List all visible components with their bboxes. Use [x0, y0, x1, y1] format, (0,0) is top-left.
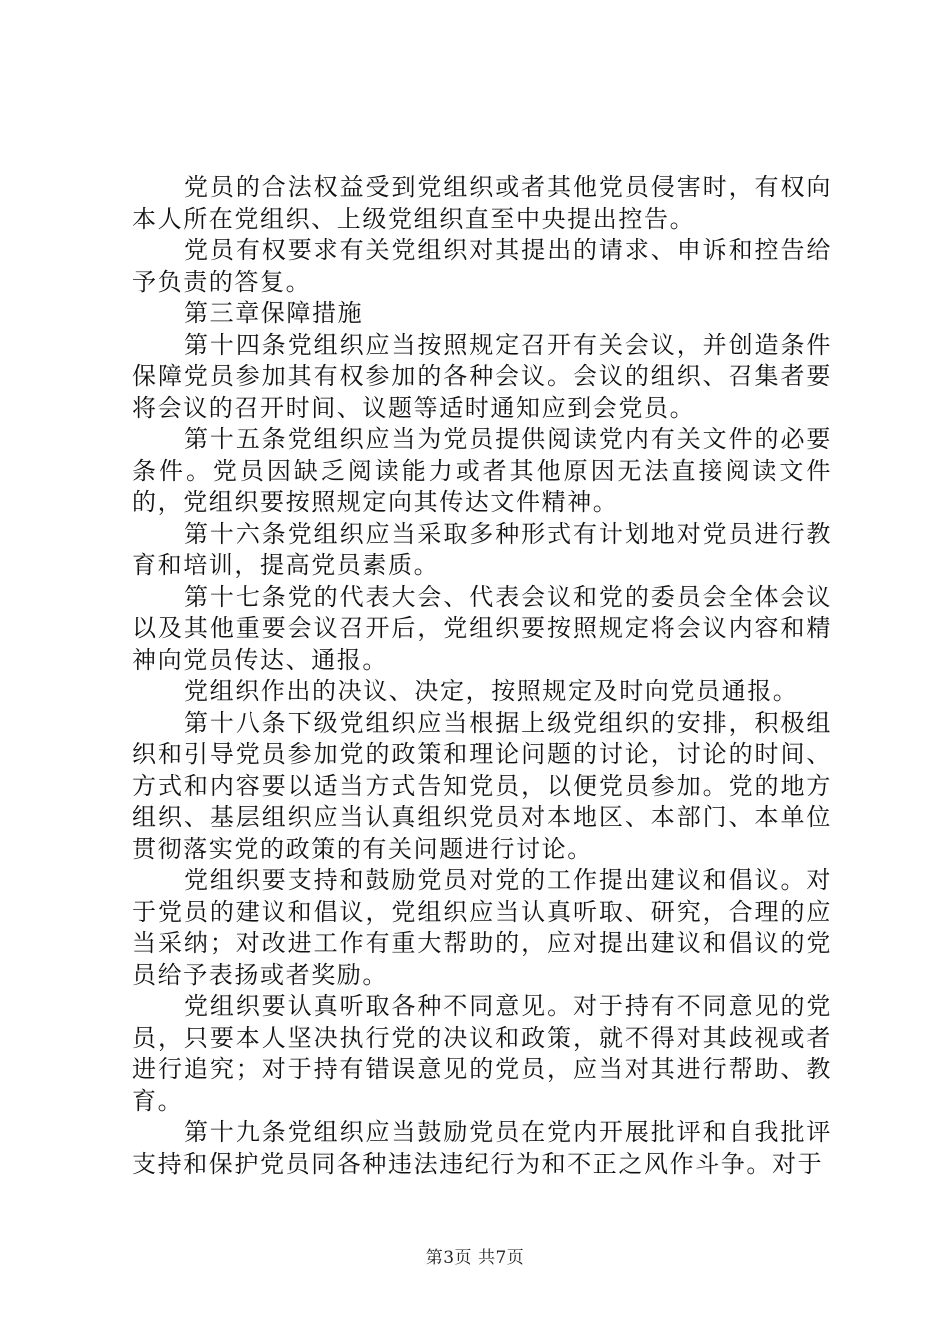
paragraph: 党员有权要求有关党组织对其提出的请求、申诉和控告给予负责的答复。: [132, 236, 832, 296]
paragraph: 第十五条党组织应当为党员提供阅读党内有关文件的必要条件。党员因缺乏阅读能力或者其他原因无法直接阅读文件的，党组织要按照规定向其传达文件精神。: [132, 425, 832, 516]
page-number-footer: 第3页 共7页: [425, 1248, 525, 1268]
paragraph: 党组织作出的决议、决定，按照规定及时向党员通报。: [184, 677, 799, 705]
document-body: [132, 172, 832, 1180]
paragraph: 第十四条党组织应当按照规定召开有关会议，并创造条件保障党员参加其有权参加的各种会议。会议的组织、召集者要将会议的召开时间、议题等适时通知应到会党员。: [132, 330, 832, 422]
paragraph: 第十六条党组织应当采取多种形式有计划地对党员进行教育和培训，提高党员素质。: [132, 519, 832, 579]
paragraph: 第十八条下级党组织应当根据上级党组织的安排，积极组织和引导党员参加党的政策和理论问题的讨论，讨论的时间、方式和内容要以适当方式告知党员，以便党员参加。党的地方组织、基层组织应当认真组织党员对本地区、本部门、本单位贯彻落实党的政策的有关问题进行讨论。: [132, 708, 832, 863]
paragraph: 党组织要支持和鼓励党员对党的工作提出建议和倡议。对于党员的建议和倡议，党组织应当认真听取、研究，合理的应当采纳；对改进工作有重大帮助的，应对提出建议和倡议的党员给予表扬或者奖励。: [132, 866, 832, 989]
paragraph: 第十九条党组织应当鼓励党员在党内开展批评和自我批评支持和保护党员同各种违法违纪行为和不正之风作斗争。对于: [132, 1118, 832, 1178]
chapter-heading: 第三章保障措施: [184, 299, 364, 327]
paragraph: 党员的合法权益受到党组织或者其他党员侵害时，有权向本人所在党组织、上级党组织直至中央提出控告。: [132, 173, 832, 233]
paragraph: 第十七条党的代表大会、代表会议和党的委员会全体会议以及其他重要会议召开后，党组织要按照规定将会议内容和精神向党员传达、通报。: [132, 582, 832, 674]
paragraph: 党组织要认真听取各种不同意见。对于持有不同意见的党员，只要本人坚决执行党的决议和政策，就不得对其歧视或者进行追究；对于持有错误意见的党员，应当对其进行帮助、教育。: [132, 992, 832, 1115]
